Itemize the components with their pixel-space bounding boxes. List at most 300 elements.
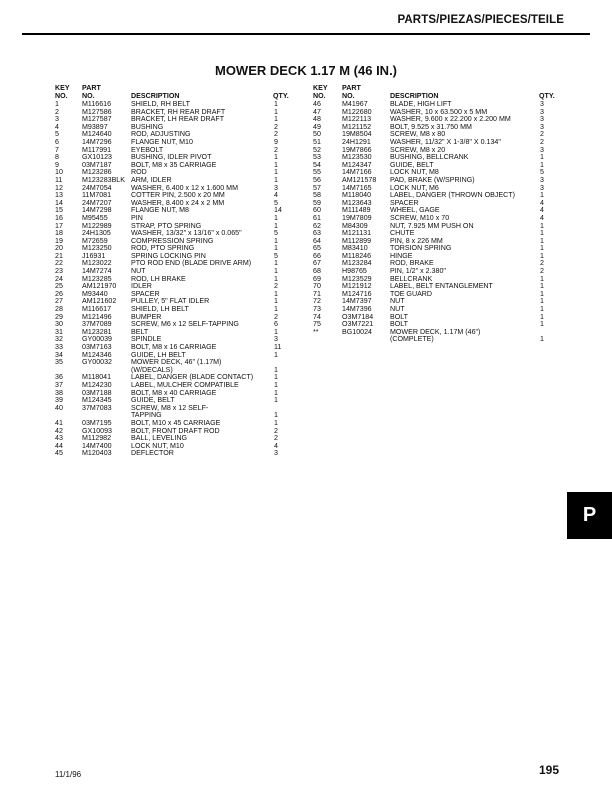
part-no-cell: 14M7296 [82, 137, 112, 146]
part-no-cell: M95455 [82, 213, 108, 222]
part-no-cell: 14M7274 [82, 267, 112, 276]
qty-cell: 1 [274, 373, 278, 382]
qty-cell: 1 [540, 282, 544, 291]
key-no-cell: 21 [55, 251, 63, 260]
qty-cell: 9 [274, 137, 278, 146]
qty-cell: 1 [274, 327, 278, 336]
key-no-cell: 66 [313, 251, 321, 260]
key-no-cell: 24 [55, 274, 63, 283]
description-cell: NUT [390, 297, 405, 306]
qty-cell: 4 [540, 213, 544, 222]
qty-cell: 2 [274, 312, 278, 321]
key-no-cell: 60 [313, 206, 321, 215]
qty-cell: 14 [274, 206, 282, 215]
qty-cell: 1 [274, 107, 278, 116]
key-no-cell: 1 [55, 100, 59, 108]
description-cell: SPACER [390, 198, 419, 207]
key-no-cell: 48 [313, 115, 321, 124]
key-no-cell: 39 [55, 396, 63, 405]
table-row [55, 359, 285, 374]
description-cell: LABEL, BELT ENTANGLEMENT [390, 282, 493, 291]
description-cell: TORSION SPRING [390, 244, 452, 253]
qty-cell: 3 [540, 107, 544, 116]
part-no-cell: M124716 [342, 289, 372, 298]
part-no-cell: M41967 [342, 100, 368, 108]
part-no-cell: M123281 [82, 327, 112, 336]
qty-cell: 1 [274, 289, 278, 298]
key-no-cell: 35 [55, 358, 63, 367]
qty-cell: 1 [274, 259, 278, 268]
part-no-cell: 14M7298 [82, 206, 112, 215]
part-no-cell: O3M7184 [342, 312, 374, 321]
qty-cell: 2 [540, 267, 544, 276]
key-no-cell: 58 [313, 191, 321, 200]
key-no-cell: 63 [313, 229, 321, 238]
qty-cell: 1 [540, 153, 544, 162]
description-cell: BALL, LEVELING [131, 434, 187, 443]
description-cell: BRACKET, RH REAR DRAFT [131, 107, 226, 116]
description-cell: COMPRESSION SPRING [131, 236, 214, 245]
key-no-cell: 25 [55, 282, 63, 291]
qty-cell: 2 [274, 282, 278, 291]
description-cell: LABEL, DANGER (THROWN OBJECT) [390, 191, 515, 200]
qty-cell: 4 [540, 198, 544, 207]
qty-cell: 2 [274, 122, 278, 131]
description-cell: ROD, BRAKE [390, 259, 434, 268]
part-no-cell: M123643 [342, 198, 372, 207]
qty-cell: 4 [540, 206, 544, 215]
description-cell: WASHER, 8.400 x 24 x 2 MM [131, 198, 225, 207]
part-no-cell: 19M7866 [342, 145, 372, 154]
part-no-cell: M123286 [82, 168, 112, 177]
qty-cell: 1 [540, 251, 544, 260]
part-no-cell: 14M7166 [342, 168, 372, 177]
qty-cell: 3 [540, 175, 544, 184]
description-cell: BUSHING, IDLER PIVOT [131, 153, 212, 162]
qty-cell: 1 [540, 320, 544, 329]
part-no-cell: M127586 [82, 107, 112, 116]
description-cell: ROD, ADJUSTING [131, 130, 191, 139]
description-cell: SPINDLE [131, 335, 162, 344]
part-no-cell: M123285 [82, 274, 112, 283]
key-no-cell: 33 [55, 343, 63, 351]
description-cell: BUMPER [131, 312, 162, 321]
key-no-cell: 5 [55, 130, 59, 139]
key-no-cell: 13 [55, 191, 63, 200]
key-no-cell: 9 [55, 160, 59, 169]
qty-cell: 1 [274, 267, 278, 276]
description-cell: LOCK NUT, M10 [131, 441, 184, 450]
qty-cell: 1 [274, 100, 278, 108]
key-no-cell: 68 [313, 267, 321, 276]
key-no-cell: 8 [55, 153, 59, 162]
description-cell: CHUTE [390, 229, 415, 238]
part-no-cell: M72659 [82, 236, 108, 245]
key-no-cell: 74 [313, 312, 321, 321]
description-cell: BUSHING, BELLCRANK [390, 153, 469, 162]
part-no-cell: M112899 [342, 236, 372, 245]
description-cell: COTTER PIN, 2.500 x 20 MM [131, 191, 225, 200]
key-no-cell: 59 [313, 198, 321, 207]
part-no-cell: GX10123 [82, 153, 112, 162]
part-no-cell: AM121578 [342, 175, 377, 184]
part-no-cell: GX10093 [82, 426, 112, 435]
qty-cell: 4 [274, 191, 278, 200]
key-no-cell: 29 [55, 312, 63, 321]
part-no-cell: AM121602 [82, 297, 117, 306]
description-cell: ROD [131, 168, 147, 177]
qty-cell: 1 [540, 229, 544, 238]
page-title: MOWER DECK 1.17 M (46 IN.) [214, 63, 398, 78]
description-cell: STRAP, PTO SPRING [131, 221, 202, 230]
part-no-cell: M84309 [342, 221, 368, 230]
qty-cell: 1 [274, 168, 278, 177]
qty-cell: 2 [540, 259, 544, 268]
description-cell: WASHER, 11/32" X 1-3/8" X 0.134" [390, 137, 501, 146]
description-cell: BRACKET, LH REAR DRAFT [131, 115, 225, 124]
description-cell: ARM, IDLER [131, 175, 172, 184]
part-no-cell: 37M7083 [82, 403, 112, 412]
part-no-cell: 24H1305 [82, 229, 111, 238]
key-no-cell: 11 [55, 175, 63, 184]
part-no-cell: M123284 [342, 259, 372, 268]
qty-cell: 5 [274, 251, 278, 260]
qty-cell: 1 [274, 380, 278, 389]
key-no-cell: 31 [55, 327, 63, 336]
qty-cell: 1 [540, 312, 544, 321]
key-no-cell: 20 [55, 244, 63, 253]
key-no-cell: 45 [55, 449, 63, 458]
qty-cell: 3 [274, 335, 278, 344]
table-row [313, 329, 556, 344]
key-no-cell: 73 [313, 305, 321, 314]
qty-cell: 3 [540, 122, 544, 131]
description-cell: SHIELD, RH BELT [131, 100, 190, 108]
key-no-cell: 19 [55, 236, 63, 245]
key-no-cell: 50 [313, 130, 321, 139]
key-no-cell: 46 [313, 100, 321, 108]
part-no-cell: 14M7400 [82, 441, 112, 450]
description-cell: LOCK NUT, M6 [390, 183, 439, 192]
description-cell: ROD, LH BRAKE [131, 274, 186, 283]
description-cell: DEFLECTOR [131, 449, 174, 458]
description-cell: MOWER DECK, 46" (1.17M) (W/DECALS) [131, 358, 222, 374]
key-no-cell: 43 [55, 434, 63, 443]
key-no-header: KEY NO. [313, 84, 328, 100]
qty-cell: 2 [274, 145, 278, 154]
key-no-cell: 62 [313, 221, 321, 230]
qty-cell: 1 [540, 297, 544, 306]
description-cell: SCREW, M8 x 80 [390, 130, 446, 139]
part-no-cell: M118040 [342, 191, 372, 200]
part-no-cell: M123022 [82, 259, 112, 268]
qty-cell: 5 [274, 198, 278, 207]
key-no-cell: 64 [313, 236, 321, 245]
key-no-cell: 6 [55, 137, 59, 146]
description-cell: WHEEL, GAGE [390, 206, 440, 215]
qty-cell: 1 [274, 274, 278, 283]
key-no-cell: 27 [55, 297, 63, 306]
description-cell: GUIDE, LH BELT [131, 350, 186, 359]
part-no-cell: M127587 [82, 115, 112, 124]
qty-cell: 1 [274, 244, 278, 253]
description-cell: LABEL, DANGER (BLADE CONTACT) [131, 373, 254, 382]
qty-cell: 6 [274, 320, 278, 329]
qty-header: QTY. [539, 92, 555, 100]
key-no-cell: 22 [55, 259, 63, 268]
description-cell: PIN, 8 x 226 MM [390, 236, 443, 245]
description-cell: SPRING LOCKING PIN [131, 251, 206, 260]
description-cell: WASHER, 13/32" x 13/16" x 0.065" [131, 229, 242, 238]
description-cell: BELLCRANK [390, 274, 433, 283]
table-row [55, 450, 285, 458]
key-no-cell: 40 [55, 403, 63, 412]
qty-cell: 1 [540, 305, 544, 314]
description-cell: SCREW, M8 x 20 [390, 145, 446, 154]
header-title: PARTS/PIEZAS/PIECES/TEILE [397, 14, 564, 26]
qty-cell: 2 [274, 130, 278, 139]
key-no-header: KEY NO. [55, 84, 70, 100]
qty-cell: 1 [274, 350, 278, 359]
qty-cell: 1 [274, 297, 278, 306]
key-no-cell: 2 [55, 107, 59, 116]
part-no-cell: M112982 [82, 434, 112, 443]
description-cell: SCREW, M6 x 12 SELF-TAPPING [131, 320, 239, 329]
part-no-cell: M124345 [82, 396, 112, 405]
part-no-cell: 03M7187 [82, 160, 112, 169]
key-no-cell: 70 [313, 282, 321, 291]
parts-list-left [55, 84, 289, 458]
description-cell: BOLT, M8 x 40 CARRIAGE [131, 388, 217, 397]
description-cell: FLANGE NUT, M8 [131, 206, 189, 215]
description-cell: BOLT [390, 312, 409, 321]
key-no-cell: 65 [313, 244, 321, 253]
part-no-cell: M122680 [342, 107, 372, 116]
part-no-cell: M122113 [342, 115, 372, 124]
qty-cell: 1 [274, 115, 278, 124]
qty-cell: 1 [274, 153, 278, 162]
part-no-cell: M124346 [82, 350, 112, 359]
key-no-cell: 36 [55, 373, 63, 382]
qty-cell: 1 [274, 175, 278, 184]
part-no-cell: M93440 [82, 289, 108, 298]
description-cell: BOLT, M8 x 35 CARRIAGE [131, 160, 217, 169]
part-no-cell: M123250 [82, 244, 112, 253]
key-no-cell: 69 [313, 274, 321, 283]
qty-cell: 1 [274, 388, 278, 397]
key-no-cell: 34 [55, 350, 63, 359]
key-no-cell: 17 [55, 221, 63, 230]
key-no-cell: 54 [313, 160, 321, 169]
qty-cell: 1 [540, 335, 544, 344]
description-cell: HINGE [390, 251, 413, 260]
description-cell: BOLT [390, 320, 409, 329]
description-cell: PAD, BRAKE (W/SPRING) [390, 175, 475, 184]
description-header: DESCRIPTION [131, 92, 180, 100]
description-cell: PIN, 1/2" x 2.380" [390, 267, 446, 276]
key-no-cell: 32 [55, 335, 63, 344]
part-no-cell: 11M7081 [82, 191, 112, 200]
part-no-cell: M121912 [342, 282, 372, 291]
description-cell: WASHER, 10 x 63.500 x 5 MM [390, 107, 488, 116]
key-no-cell: 4 [55, 122, 59, 131]
part-no-cell: M124230 [82, 380, 112, 389]
key-no-cell: 51 [313, 137, 321, 146]
description-cell: GUIDE, BELT [131, 396, 175, 405]
qty-cell: 11 [274, 343, 282, 351]
key-no-cell: 15 [55, 206, 63, 215]
key-no-cell: 3 [55, 115, 59, 124]
part-no-header: PART NO. [342, 84, 361, 100]
description-cell: BOLT, M10 x 45 CARRIAGE [131, 418, 221, 427]
part-no-cell: 19M7809 [342, 213, 372, 222]
part-no-cell: M123529 [342, 274, 372, 283]
qty-cell: 1 [540, 289, 544, 298]
key-no-cell: 56 [313, 175, 321, 184]
key-no-cell: 38 [55, 388, 63, 397]
qty-cell: 2 [540, 137, 544, 146]
key-no-cell: 44 [55, 441, 63, 450]
qty-cell: 3 [540, 183, 544, 192]
key-no-cell: 37 [55, 380, 63, 389]
description-cell: BLADE, HIGH LIFT [390, 100, 452, 108]
description-cell: LABEL, MULCHER COMPATIBLE [131, 380, 239, 389]
part-no-cell: J16931 [82, 251, 106, 260]
key-no-cell: 72 [313, 297, 321, 306]
description-header: DESCRIPTION [390, 92, 439, 100]
qty-cell: 1 [540, 236, 544, 245]
key-no-cell: 14 [55, 198, 63, 207]
description-cell: NUT [390, 305, 405, 314]
key-no-cell: 75 [313, 320, 321, 329]
key-no-cell: 55 [313, 168, 321, 177]
key-no-cell: 57 [313, 183, 321, 192]
qty-header: QTY. [273, 92, 289, 100]
qty-cell: 1 [274, 396, 278, 405]
qty-cell: 3 [540, 100, 544, 108]
part-no-cell: 24M7207 [82, 198, 112, 207]
part-no-cell: AM121970 [82, 282, 117, 291]
part-no-cell: 24H1291 [342, 137, 371, 146]
qty-cell: 3 [274, 449, 278, 458]
qty-cell: 1 [540, 221, 544, 230]
description-cell: SCREW, M8 x 12 SELF- TAPPING [131, 403, 209, 420]
description-cell: BUSHING [131, 122, 164, 131]
part-no-cell: M122989 [82, 221, 112, 230]
footer-date: 11/1/96 [55, 770, 82, 779]
description-cell: SCREW, M10 x 70 [390, 213, 450, 222]
part-no-cell: M118246 [342, 251, 372, 260]
part-no-cell: M124347 [342, 160, 372, 169]
description-cell: TOE GUARD [390, 289, 433, 298]
qty-cell: 1 [274, 221, 278, 230]
key-no-cell: 30 [55, 320, 63, 329]
part-no-cell: 03M7163 [82, 343, 112, 351]
part-no-cell: M123530 [342, 153, 372, 162]
part-no-cell: M124640 [82, 130, 112, 139]
part-no-cell: M121496 [82, 312, 112, 321]
part-no-cell: 14M7397 [342, 297, 372, 306]
key-no-cell: 16 [55, 213, 63, 222]
description-cell: MOWER DECK, 1.17M (46") (COMPLETE) [390, 327, 481, 344]
description-cell: BOLT, 9.525 x 31.750 MM [390, 122, 472, 131]
key-no-cell: 7 [55, 145, 59, 154]
key-no-cell: 71 [313, 289, 321, 298]
qty-cell: 1 [274, 418, 278, 427]
description-cell: IDLER [131, 282, 152, 291]
key-no-cell: 67 [313, 259, 321, 268]
key-no-cell: 61 [313, 213, 321, 222]
part-no-cell: M118041 [82, 373, 112, 382]
description-cell: NUT [131, 267, 146, 276]
key-no-cell: 47 [313, 107, 321, 116]
key-no-cell: 53 [313, 153, 321, 162]
description-cell: PULLEY, 5" FLAT IDLER [131, 297, 210, 306]
part-no-cell: BG10024 [342, 327, 372, 336]
qty-cell: 1 [540, 244, 544, 253]
description-cell: WASHER, 6.400 x 12 x 1.600 MM [131, 183, 238, 192]
qty-cell: 3 [274, 183, 278, 192]
qty-cell: 4 [274, 441, 278, 450]
qty-cell: 1 [540, 160, 544, 169]
qty-cell: 1 [274, 305, 278, 314]
part-no-cell: M123283BLK [82, 175, 125, 184]
qty-cell: 2 [540, 130, 544, 139]
qty-cell: 3 [540, 115, 544, 124]
key-no-cell: 18 [55, 229, 63, 238]
qty-cell: 1 [540, 191, 544, 200]
description-cell: FLANGE NUT, M10 [131, 137, 193, 146]
qty-cell: 2 [274, 434, 278, 443]
part-no-cell: GY00032 [82, 358, 112, 367]
part-no-cell: 19M8504 [342, 130, 372, 139]
key-no-cell: 41 [55, 418, 63, 427]
qty-cell: 5 [274, 229, 278, 238]
page-number: 195 [538, 763, 559, 777]
part-no-cell: O3M7221 [342, 320, 374, 329]
part-no-cell: H98765 [342, 267, 367, 276]
part-no-header: PART NO. [82, 84, 101, 100]
description-cell: SPACER [131, 289, 160, 298]
qty-cell: 3 [540, 145, 544, 154]
part-no-cell: 37M7089 [82, 320, 112, 329]
parts-list-right [313, 84, 556, 344]
description-cell: SHIELD, LH BELT [131, 305, 189, 314]
description-cell: LOCK NUT, M8 [390, 168, 439, 177]
description-cell: PIN [131, 213, 143, 222]
description-cell: GUIDE, BELT [390, 160, 434, 169]
qty-cell: 1 [274, 236, 278, 245]
description-cell: BOLT, M8 x 16 CARRIAGE [131, 343, 217, 351]
key-no-cell: 28 [55, 305, 63, 314]
part-no-cell: M93897 [82, 122, 108, 131]
key-no-cell: 23 [55, 267, 63, 276]
part-no-cell: M121131 [342, 229, 372, 238]
part-no-cell: 24M7054 [82, 183, 112, 192]
description-cell: BELT [131, 327, 149, 336]
description-cell: ROD, PTO SPRING [131, 244, 195, 253]
part-no-cell: 03M7195 [82, 418, 112, 427]
part-no-cell: M116617 [82, 305, 112, 314]
qty-cell: 2 [274, 426, 278, 435]
key-no-cell: 10 [55, 168, 63, 177]
part-no-cell: GY00039 [82, 335, 112, 344]
part-no-cell: 14M7165 [342, 183, 372, 192]
part-no-cell: 14M7396 [342, 305, 372, 314]
key-no-cell: ** [313, 327, 319, 336]
description-cell: NUT, 7.925 MM PUSH ON [390, 221, 474, 230]
description-cell: PTO ROD END (BLADE DRIVE ARM) [131, 259, 252, 268]
